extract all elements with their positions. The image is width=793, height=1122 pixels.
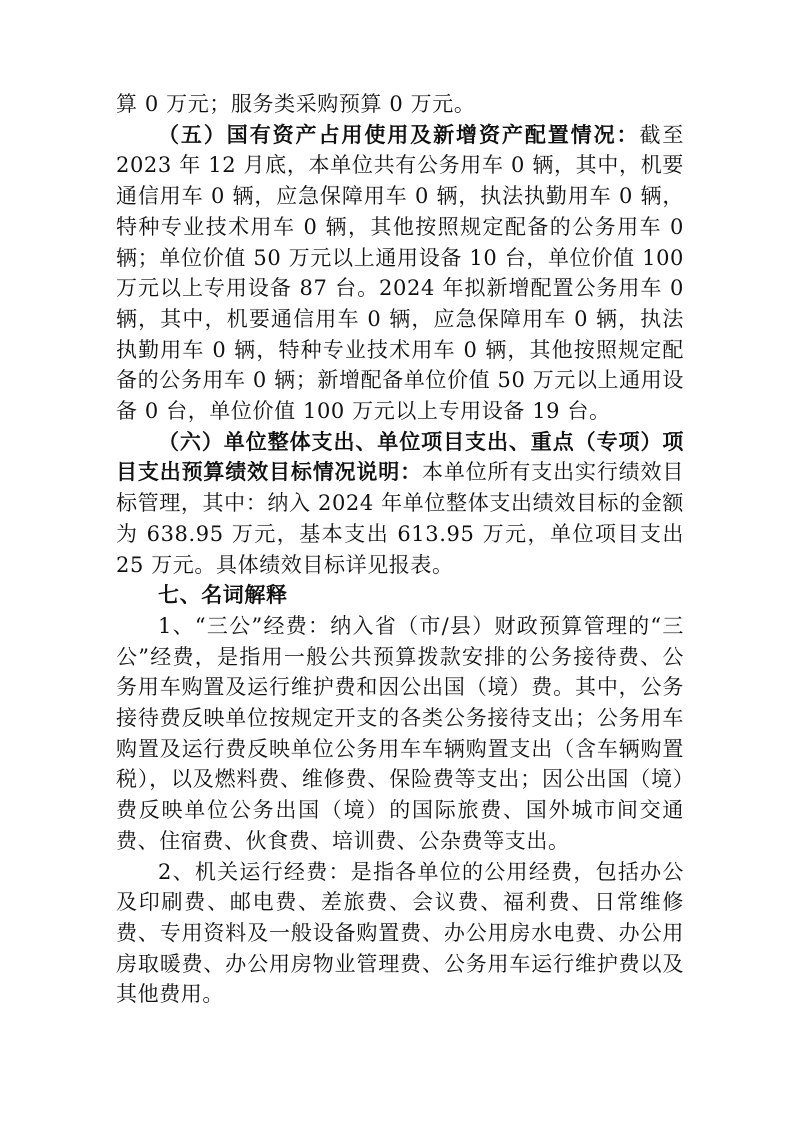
glossary-term-three-public: 1、“三公”经费：纳入省（市/县）财政预算管理的“三公”经费，是指用一般公共预算拨款安排的公务接待费、公务用车购置及运行维护费和因公出国（境）费。其中，公务接待费反映单位按规定开支的各类公务接待支出；公务用车购置及运行费反映单位公务用车车辆购置支出（含车辆购置税），以及燃料费、维修费、保险费等支出；因公出国（境）费反映单位公务出国（境）的国际旅费、国外城市间交通费、住宿费、伙食费、培训费、公杂费等支出。 [116,613,684,853]
performance-body: 本单位所有支出实行绩效目标管理，其中：纳入 2024 年单位整体支出绩效目标的金额为 638.95 万元，基本支出 613.95 万元，单位项目支出 25 万元。具体绩效目标详见报表。 [116,460,684,577]
assets-body: 截至 2023 年 12 月底，本单位共有公务用车 0 辆，其中，机要通信用车 0 辆，应急保障用车 0 辆，执法执勤用车 0 辆，特种专业技术用车 0 辆，其他按照规定配备的公务用车 0 辆；单位价值 50 万元以上通用设备 10 台，单位价值 100 万元以上专用设备 87 台。2024 年拟新增配置公务用车 0 辆，其中，机要通信用车 0 辆，应急保障用车 0 辆，执法执勤用车 0 辆，特种专业技术用车 0 辆，其他按照规定配备的公务用车 0 辆；新增配备单位价值 50 万元以上通用设备 0 台，单位价值 100 万元以上专用设备 19 台。 [116,122,684,424]
document-body [116,89,684,1010]
performance-heading: （六）单位整体支出、单位项目支出、重点（专项）项目支出预算绩效目标情况说明： [116,428,684,485]
paragraph-performance [116,427,684,581]
paragraph-procurement-tail: 算 0 万元；服务类采购预算 0 万元。 [116,92,476,116]
assets-heading: （五）国有资产占用使用及新增资产配置情况： [158,121,640,147]
section-title-glossary: 七、名词解释 [158,582,288,608]
paragraph-assets [116,120,684,427]
glossary-term-operating-expenses: 2、机关运行经费：是指各单位的公用经费，包括办公及印刷费、邮电费、差旅费、会议费、福利费、日常维修费、专用资料及一般设备购置费、办公用房水电费、办公用房取暖费、办公用房物业管理费、公务用车运行维护费以及其他费用。 [116,859,684,1007]
